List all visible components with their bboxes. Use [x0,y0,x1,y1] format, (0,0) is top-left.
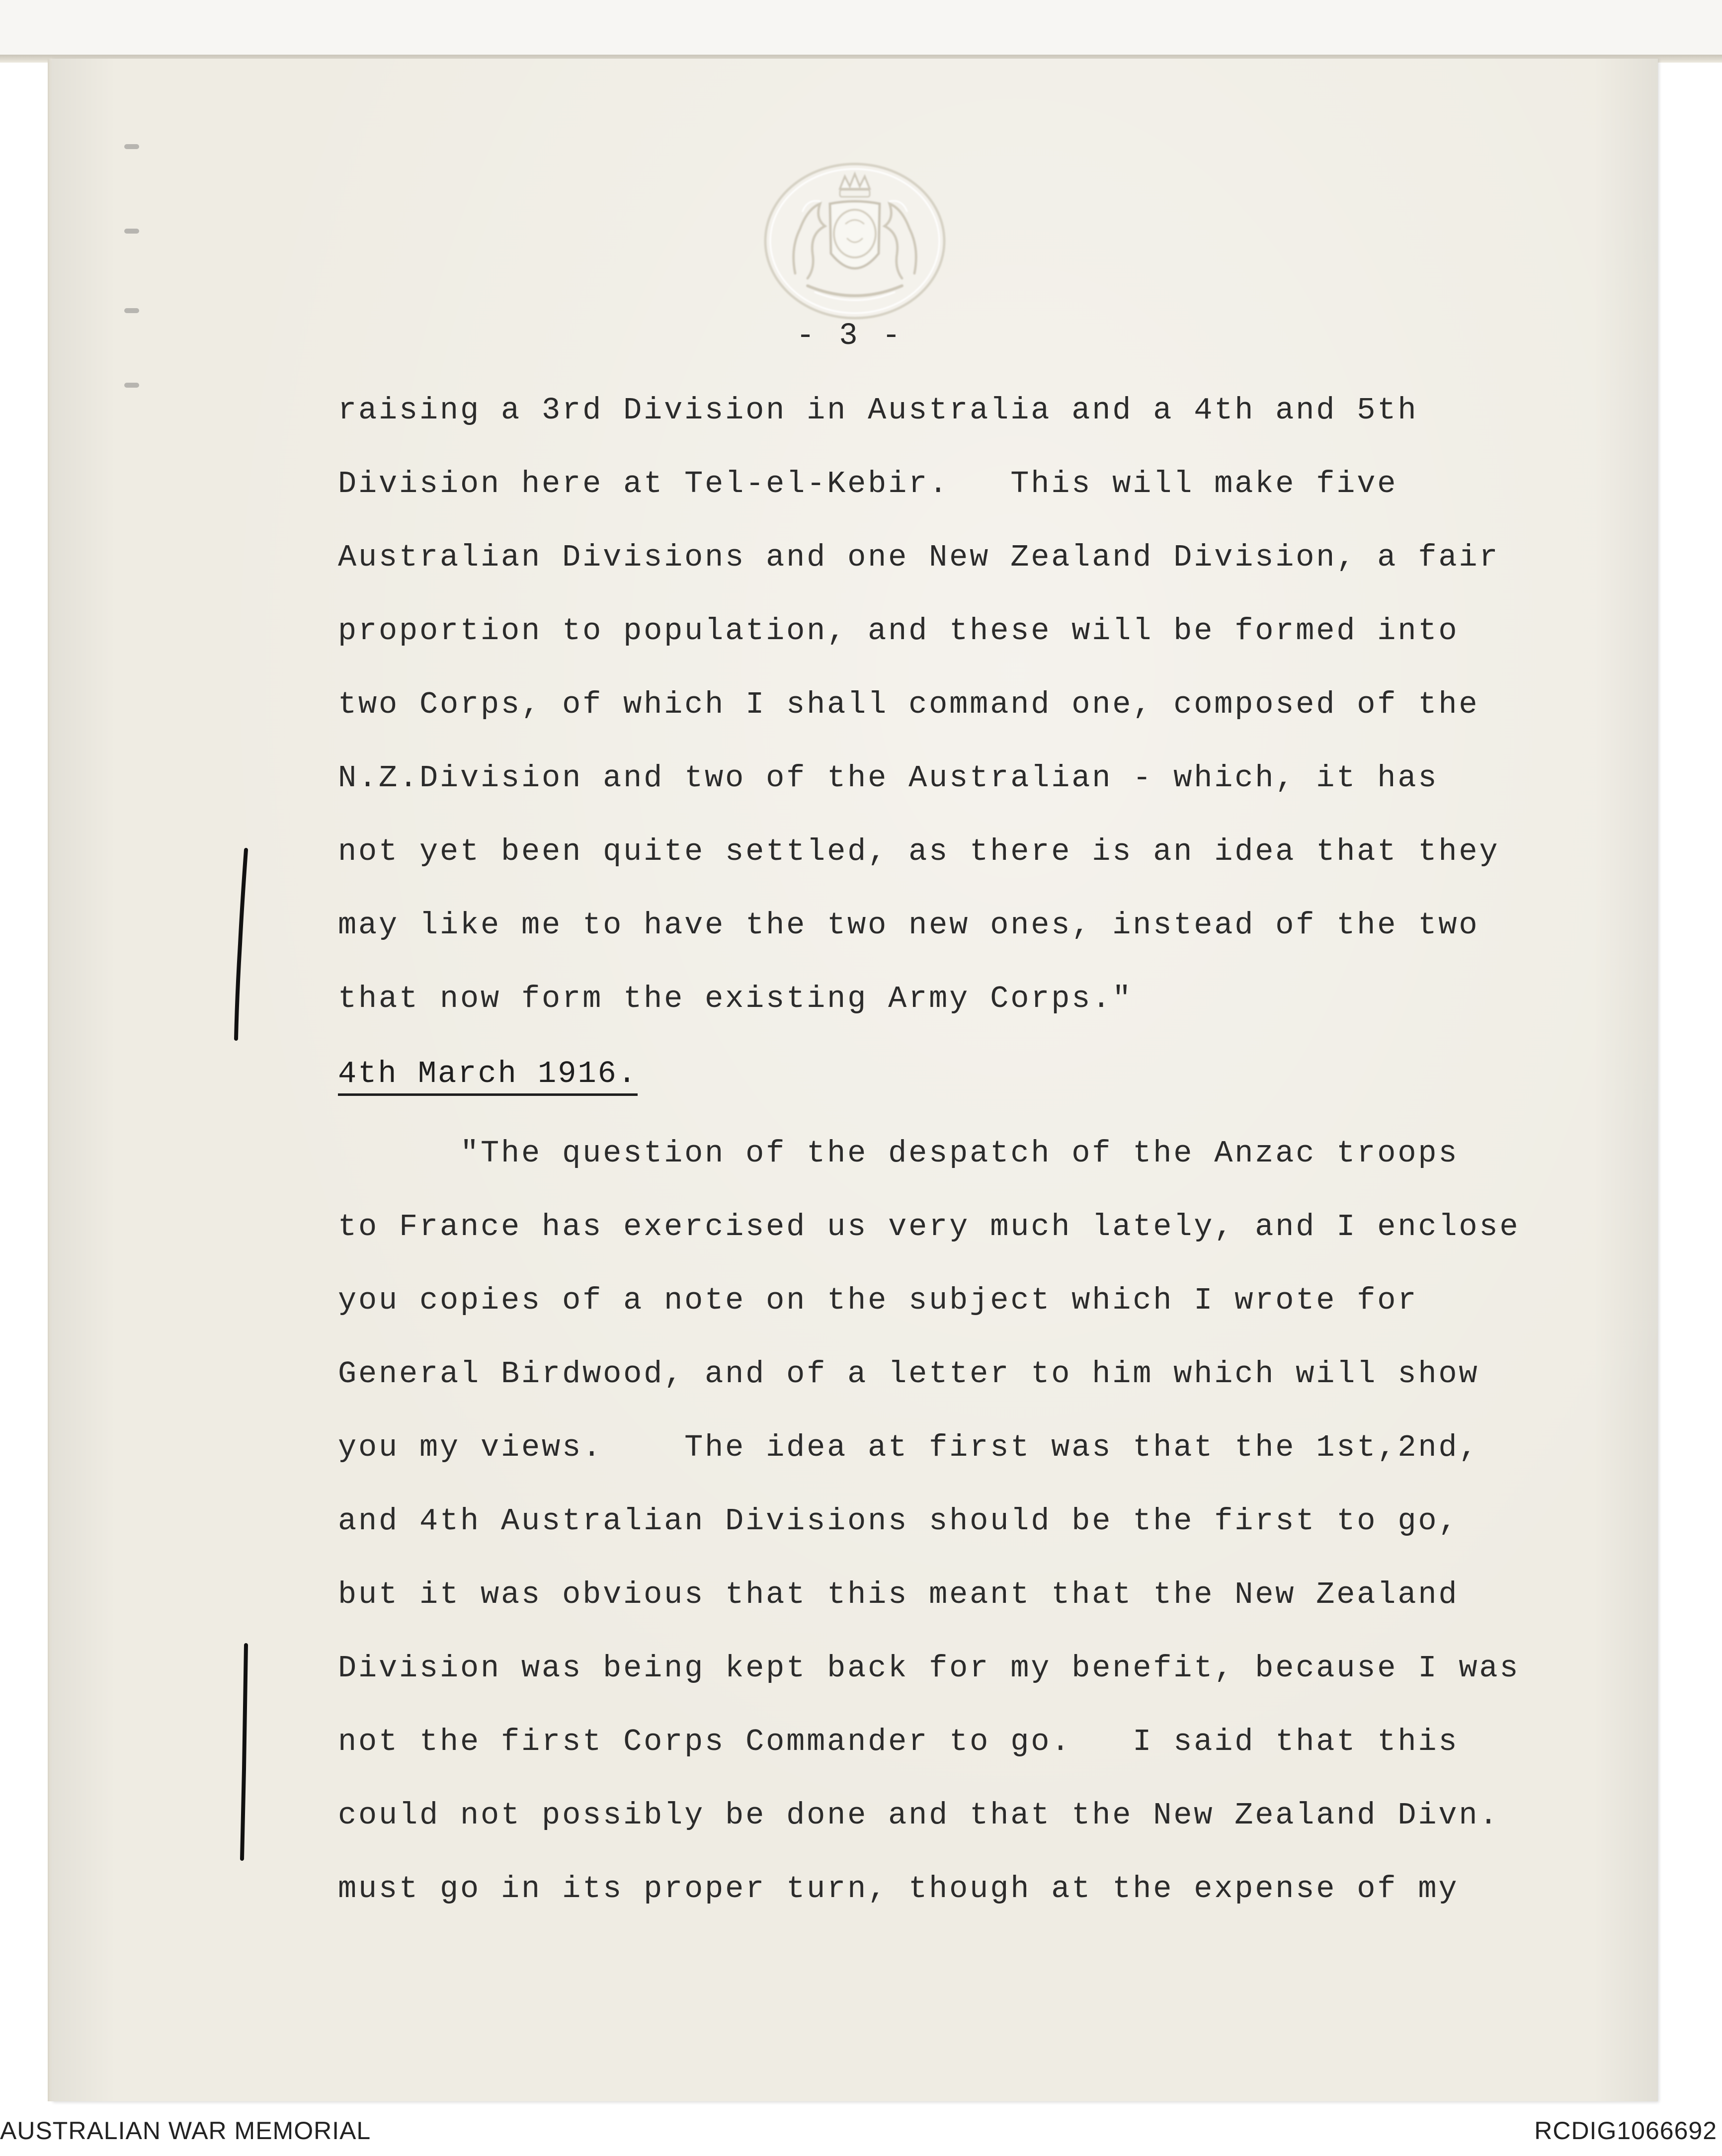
paragraph-2-line-8: Division was being kept back for my benefit, because I was [338,1651,1520,1686]
paragraph-1-line-3: Australian Divisions and one New Zealand Division, a fair [338,540,1500,575]
paragraph-1-line-1: raising a 3rd Division in Australia and a 4th and 5th [338,393,1418,428]
paragraph-2-line-6: and 4th Australian Divisions should be the first to go, [338,1503,1459,1539]
margin-punch-marks [119,144,149,403]
document-page [52,59,1658,2101]
paragraph-1-line-5: two Corps, of which I shall command one, composed of the [338,687,1479,722]
paragraph-1-line-9: that now form the existing Army Corps." [338,981,1133,1016]
page-number: - 3 - [796,318,904,353]
paragraph-2-line-9: not the first Corps Commander to go. I said that this [338,1724,1459,1759]
footer-record-id: RCDIG1066692 [1534,2117,1717,2145]
footer-archive-name: AUSTRALIAN WAR MEMORIAL [0,2117,371,2145]
paragraph-1-line-7: not yet been quite settled, as there is an idea that they [338,834,1500,869]
paragraph-2-line-3: you copies of a note on the subject which I wrote for [338,1283,1418,1318]
pen-margin-mark-2 [231,1640,256,1869]
paragraph-2-line-5: you my views. The idea at first was that the 1st,2nd, [338,1430,1479,1465]
paragraph-2-line-1: "The question of the despatch of the Anzac troops [338,1136,1459,1171]
paragraph-1-line-4: proportion to population, and these will be formed into [338,613,1459,649]
paragraph-2-line-2: to France has exercised us very much lately, and I enclose [338,1209,1520,1244]
embossed-royal-coat-of-arms-icon [760,159,949,323]
date-heading: 4th March 1916. [338,1056,638,1096]
paragraph-1-line-6: N.Z.Division and two of the Australian - which, it has [338,760,1439,796]
paragraph-2-line-4: General Birdwood, and of a letter to him which will show [338,1356,1479,1392]
paragraph-2-line-10: could not possibly be done and that the New Zealand Divn. [338,1798,1500,1833]
paragraph-1-line-8: may like me to have the two new ones, instead of the two [338,908,1479,943]
paragraph-2-line-11: must go in its proper turn, though at the expense of my [338,1871,1459,1907]
paragraph-1-line-2: Division here at Tel-el-Kebir. This will make five [338,466,1398,501]
paragraph-2-line-7: but it was obvious that this meant that the New Zealand [338,1577,1459,1612]
pen-margin-mark-1 [226,845,256,1044]
scan-top-strip [0,0,1722,59]
